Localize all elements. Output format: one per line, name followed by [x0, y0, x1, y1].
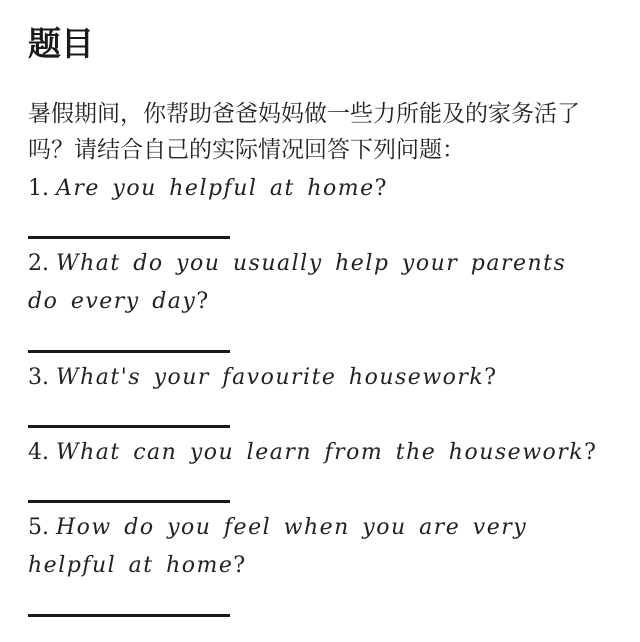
question-text: What do you usually help your parents do every day	[28, 251, 567, 314]
question-text: How do you feel when you are very helpful at home	[28, 515, 528, 578]
question-number: 1.	[28, 176, 49, 201]
question-number: 2.	[28, 251, 49, 276]
question-text: What's your favourite housework	[56, 365, 485, 390]
page-title: 题目	[28, 24, 94, 63]
question-3	[28, 359, 598, 397]
question-number: 5.	[28, 515, 49, 540]
question-text: What can you learn from the housework	[56, 440, 585, 465]
answer-blank-5[interactable]	[28, 614, 230, 617]
question-2	[28, 245, 598, 321]
question-mark: ?	[484, 365, 497, 390]
question-mark: ?	[584, 440, 596, 465]
question-number: 4.	[28, 440, 49, 465]
question-4	[28, 434, 598, 472]
question-5	[28, 509, 598, 585]
answer-blank-2[interactable]	[28, 350, 230, 353]
question-mark: ?	[196, 289, 209, 314]
question-1	[28, 170, 598, 208]
question-text: Are you helpful at home	[56, 176, 375, 201]
answer-blank-4[interactable]	[28, 500, 230, 503]
question-number: 3.	[28, 365, 49, 390]
question-mark: ?	[374, 176, 387, 201]
answer-blank-3[interactable]	[28, 425, 230, 428]
question-mark: ?	[233, 553, 246, 578]
instructions-text: 暑假期间，你帮助爸爸妈妈做一些力所能及的家务活了吗？请结合自己的实际情况回答下列问题：	[28, 101, 580, 163]
answer-blank-1[interactable]	[28, 236, 230, 239]
